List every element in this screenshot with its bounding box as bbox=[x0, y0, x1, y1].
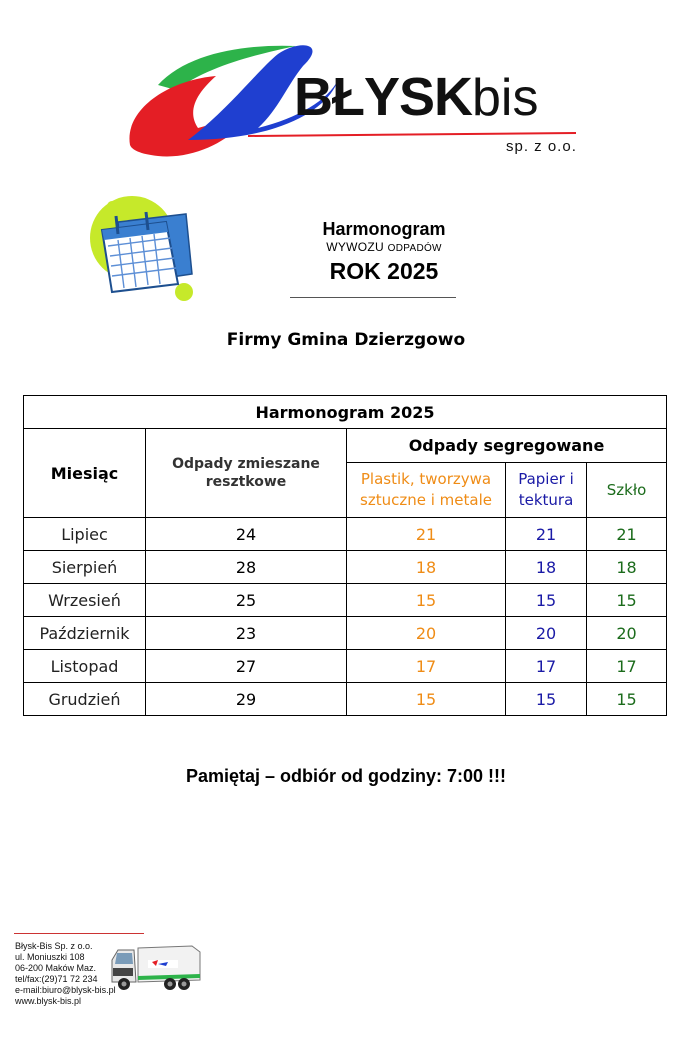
title-block bbox=[270, 218, 498, 286]
column-header-plastic: Plastik, tworzywa sztuczne i metale bbox=[347, 463, 506, 518]
company-logo bbox=[128, 40, 588, 165]
footer-contact bbox=[15, 941, 116, 1006]
month-cell: Listopad bbox=[24, 650, 146, 683]
paper-day-cell: 20 bbox=[506, 617, 587, 650]
column-header-segregated: Odpady segregowane bbox=[347, 429, 667, 463]
footer-website: www.blysk-bis.pl bbox=[15, 995, 82, 1006]
column-header-mixed: Odpady zmieszane resztkowe bbox=[146, 429, 347, 518]
glass-day-cell: 15 bbox=[587, 584, 667, 617]
plastic-day-cell: 21 bbox=[347, 518, 506, 551]
column-header-month: Miesiąc bbox=[24, 429, 146, 518]
glass-day-cell: 15 bbox=[587, 683, 667, 716]
plastic-day-cell: 18 bbox=[347, 551, 506, 584]
schedule-table bbox=[23, 395, 667, 716]
plastic-day-cell: 15 bbox=[347, 584, 506, 617]
mixed-day-cell: 28 bbox=[146, 551, 347, 584]
plastic-day-cell: 15 bbox=[347, 683, 506, 716]
plastic-day-cell: 20 bbox=[347, 617, 506, 650]
column-header-paper: Papier i tektura bbox=[506, 463, 587, 518]
calendar-icon bbox=[88, 192, 208, 304]
municipality-heading: Firmy Gmina Dzierzgowo bbox=[226, 330, 466, 350]
mixed-day-cell: 27 bbox=[146, 650, 347, 683]
month-cell: Wrzesień bbox=[24, 584, 146, 617]
footer-street: ul. Moniuszki 108 bbox=[15, 951, 85, 962]
footer-divider bbox=[14, 933, 144, 934]
month-cell: Sierpień bbox=[24, 551, 146, 584]
paper-day-cell: 18 bbox=[506, 551, 587, 584]
column-header-glass: Szkło bbox=[587, 463, 667, 518]
mixed-day-cell: 24 bbox=[146, 518, 347, 551]
month-cell: Grudzień bbox=[24, 683, 146, 716]
title-divider bbox=[290, 297, 456, 298]
plastic-day-cell: 17 bbox=[347, 650, 506, 683]
paper-day-cell: 17 bbox=[506, 650, 587, 683]
footer-company-name: Błysk-Bis Sp. z o.o. bbox=[15, 941, 93, 951]
glass-day-cell: 17 bbox=[587, 650, 667, 683]
year-heading: ROK 2025 bbox=[329, 258, 439, 284]
page-subtitle: WYWOZU ODPADÓW bbox=[326, 240, 442, 254]
footer-phone: tel/fax:(29)71 72 234 bbox=[15, 973, 98, 984]
glass-day-cell: 20 bbox=[587, 617, 667, 650]
table-row bbox=[24, 584, 667, 617]
table-row bbox=[24, 551, 667, 584]
paper-day-cell: 15 bbox=[506, 584, 587, 617]
glass-day-cell: 18 bbox=[587, 551, 667, 584]
logo-subtitle: sp. z o.o. bbox=[506, 138, 577, 155]
mixed-day-cell: 23 bbox=[146, 617, 347, 650]
footer-email: e-mail:biuro@blysk-bis.pl bbox=[15, 984, 116, 995]
garbage-truck-icon bbox=[108, 938, 204, 994]
paper-day-cell: 21 bbox=[506, 518, 587, 551]
pickup-time-reminder: Pamiętaj – odbiór od godziny: 7:00 !!! bbox=[185, 766, 507, 786]
month-cell: Październik bbox=[24, 617, 146, 650]
table-caption: Harmonogram 2025 bbox=[24, 396, 667, 429]
table-row bbox=[24, 518, 667, 551]
paper-day-cell: 15 bbox=[506, 683, 587, 716]
page-title: Harmonogram bbox=[322, 219, 446, 239]
mixed-day-cell: 25 bbox=[146, 584, 347, 617]
table-row bbox=[24, 617, 667, 650]
table-row bbox=[24, 683, 667, 716]
month-cell: Lipiec bbox=[24, 518, 146, 551]
table-row bbox=[24, 650, 667, 683]
footer-city: 06-200 Maków Maz. bbox=[15, 962, 97, 973]
glass-day-cell: 21 bbox=[587, 518, 667, 551]
logo-wordmark: BŁYSKbis bbox=[294, 67, 539, 127]
mixed-day-cell: 29 bbox=[146, 683, 347, 716]
